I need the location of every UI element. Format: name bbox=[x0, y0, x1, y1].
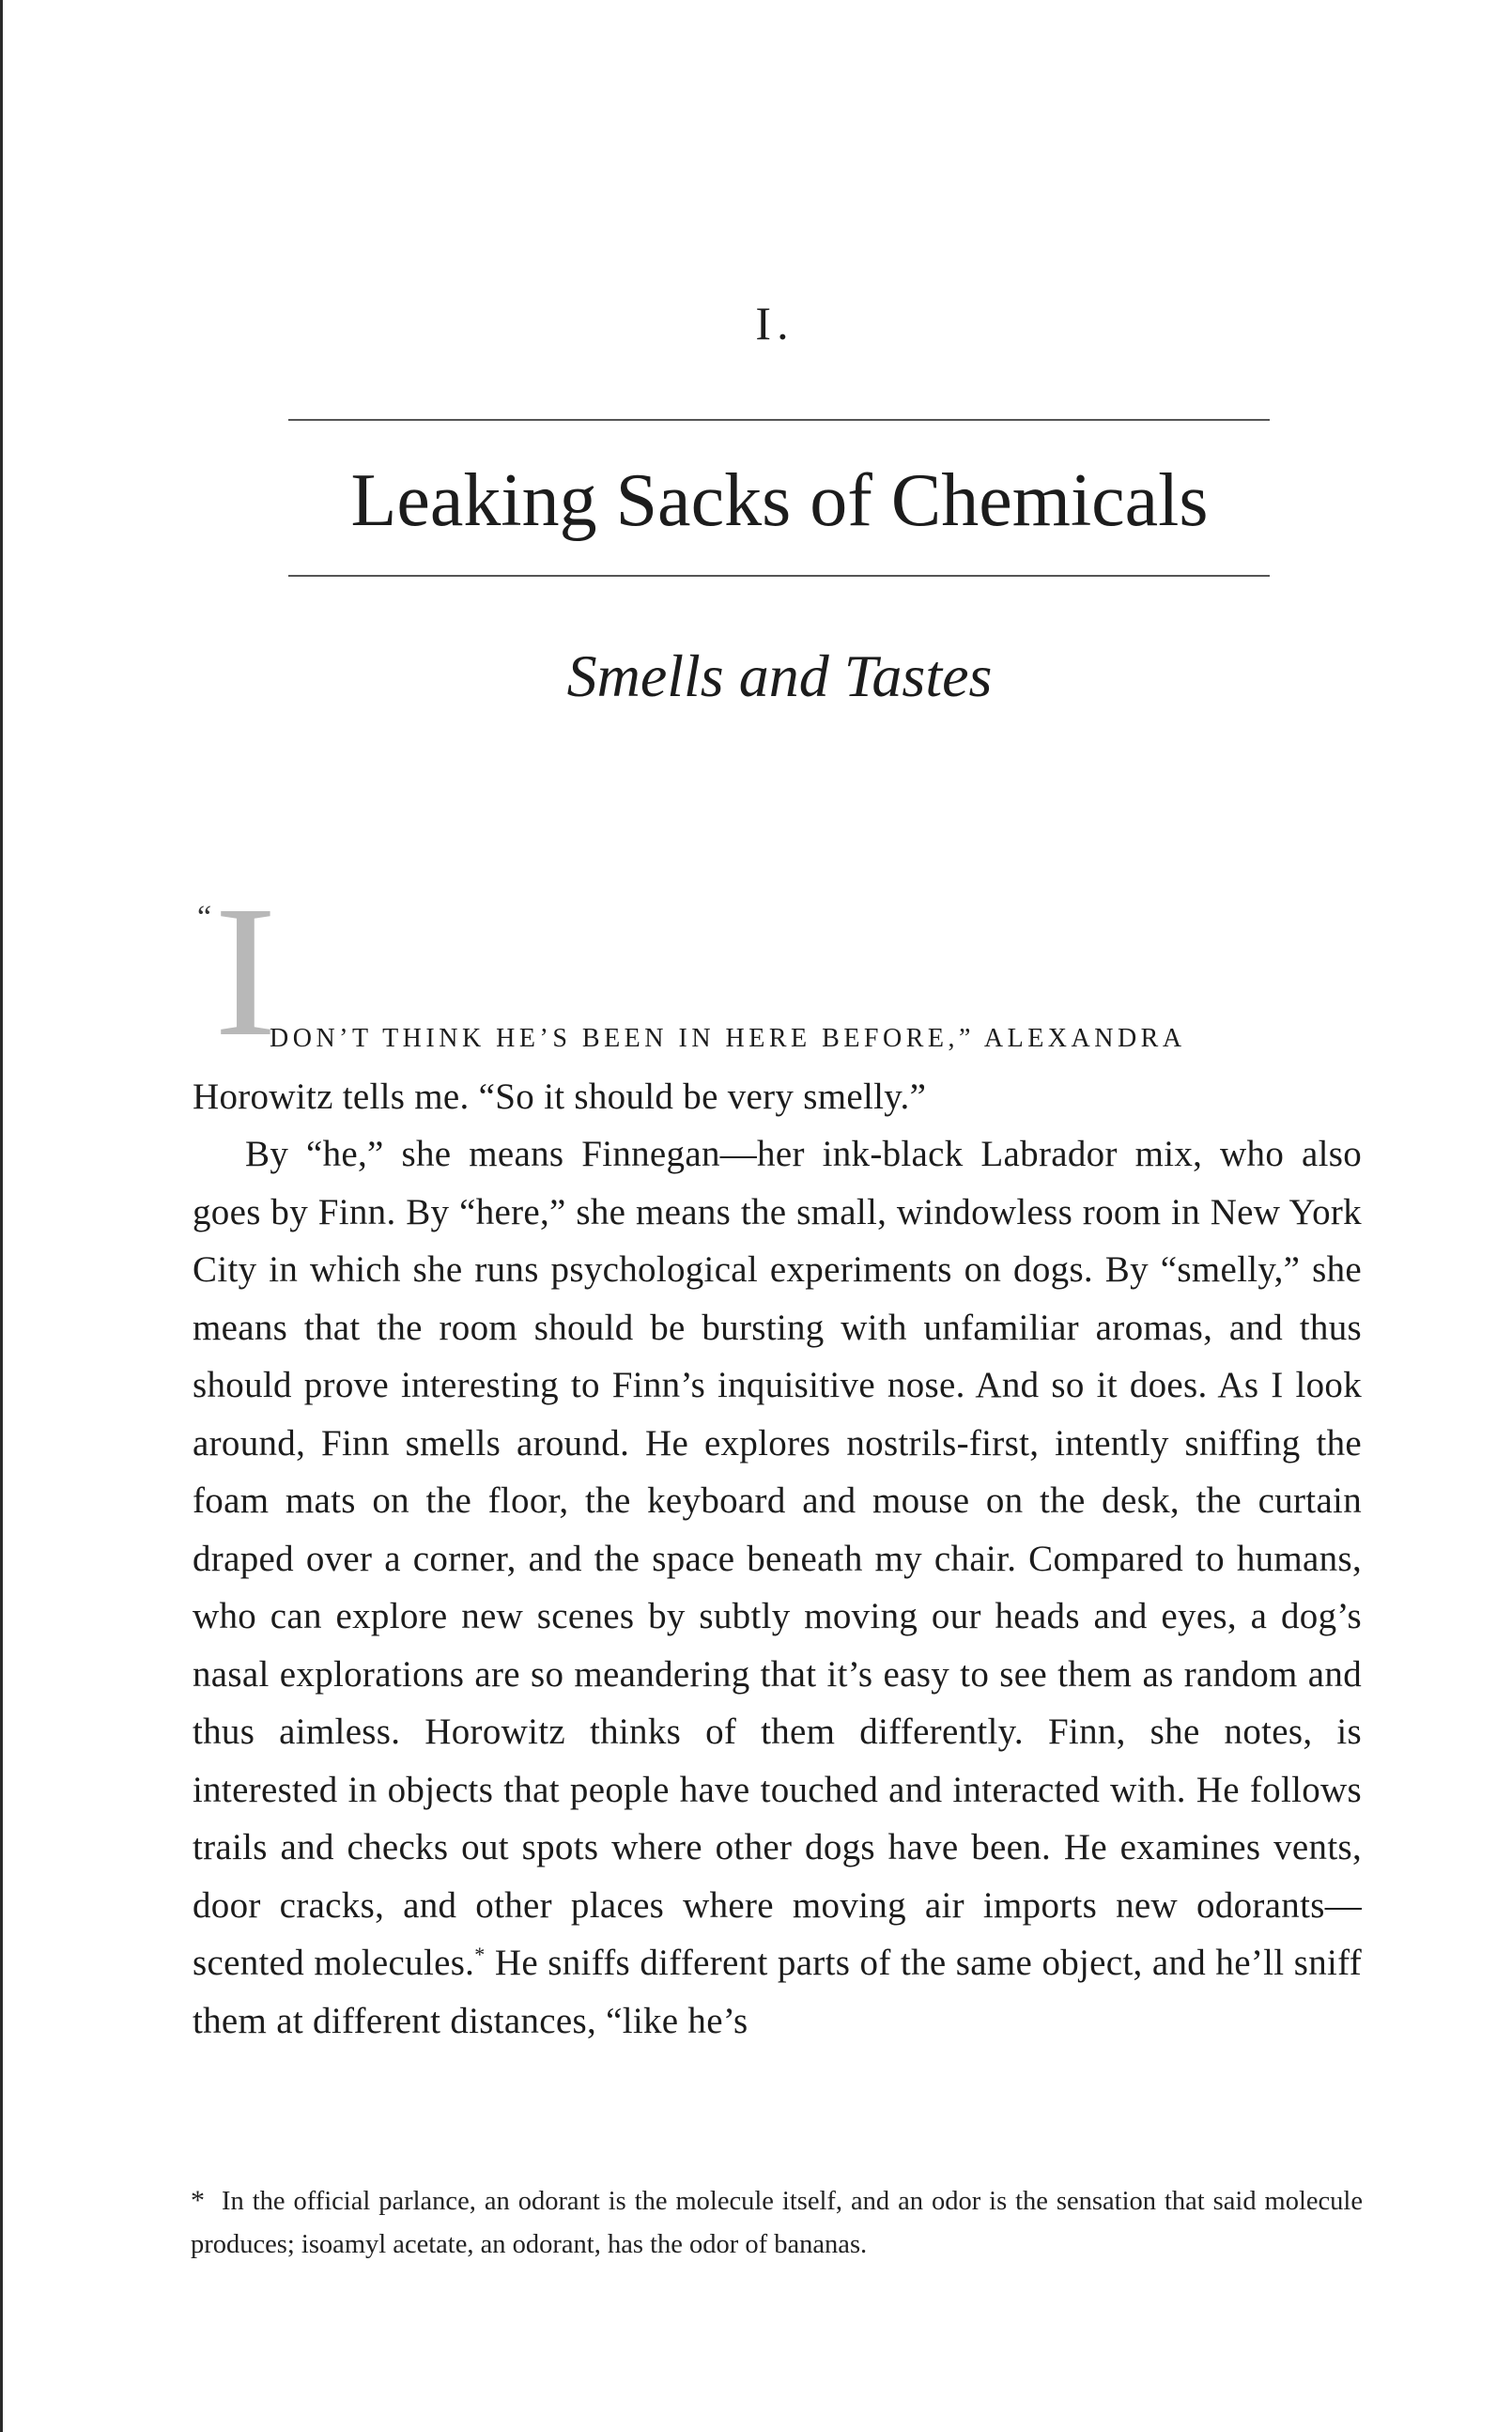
chapter-number: I. bbox=[755, 297, 795, 349]
title-top-rule bbox=[288, 419, 1270, 421]
paragraph-2-text-b: He sniffs different parts of the same object, and he’ll sniff them at different distances, “like he’s bbox=[193, 1943, 1362, 2041]
lead-in-smallcaps: DON’T THINK HE’S BEEN IN HERE BEFORE,” ALEXANDRA bbox=[270, 1024, 1186, 1053]
paragraph-2 bbox=[193, 1125, 1362, 2050]
footnote-text: In the official parlance, an odorant is the molecule itself, and an odor is the sensation that said molecule produces; isoamyl acetate, an odorant, has the odor of bananas. bbox=[191, 2187, 1363, 2259]
chapter-title: Leaking Sacks of Chemicals bbox=[350, 459, 1209, 542]
footnote-reference[interactable]: * bbox=[474, 1943, 486, 1966]
drop-cap-letter: I bbox=[214, 868, 277, 1076]
footnote bbox=[191, 2179, 1363, 2267]
body-text bbox=[193, 1010, 1362, 2050]
page-edge-line bbox=[0, 0, 3, 2432]
paragraph-1-text: Horowitz tells me. “So it should be very smelly.” bbox=[193, 1076, 927, 1117]
footnote-marker: * bbox=[191, 2185, 205, 2216]
title-bottom-rule bbox=[288, 575, 1270, 577]
paragraph-2-text-a: By “he,” she means Finnegan—her ink-black Labrador mix, who also goes by Finn. By “here,” she means the small, windowless room in New York City in which she runs psychological experiments on dogs. By “smelly,” she means that the room should be bursting with unfamiliar aromas, and thus should prove interesting to Finn’s inquisitive nose. And so it does. As I look around, Finn smells around. He explores nostrils-first, intently sniffing the foam mats on the floor, the keyboard and mouse on the desk, the curtain draped over a corner, and the space beneath my chair. Compared to humans, who can explore new scenes by subtly moving our heads and eyes, a dog’s nasal explorations are so meandering that it’s easy to see them as random and thus aimless. Horowitz thinks of them differently. Finn, she notes, is interested in objects that people have touched and interacted with. He follows trails and checks out spots where other dogs have been. He examines vents, door cracks, and other places where moving air imports new odorants—scented molecules. bbox=[193, 1134, 1362, 1983]
chapter-subtitle: Smells and Tastes bbox=[566, 643, 993, 709]
drop-cap-open-quote: “ bbox=[197, 900, 212, 935]
paragraph-1 bbox=[193, 1068, 1362, 1126]
